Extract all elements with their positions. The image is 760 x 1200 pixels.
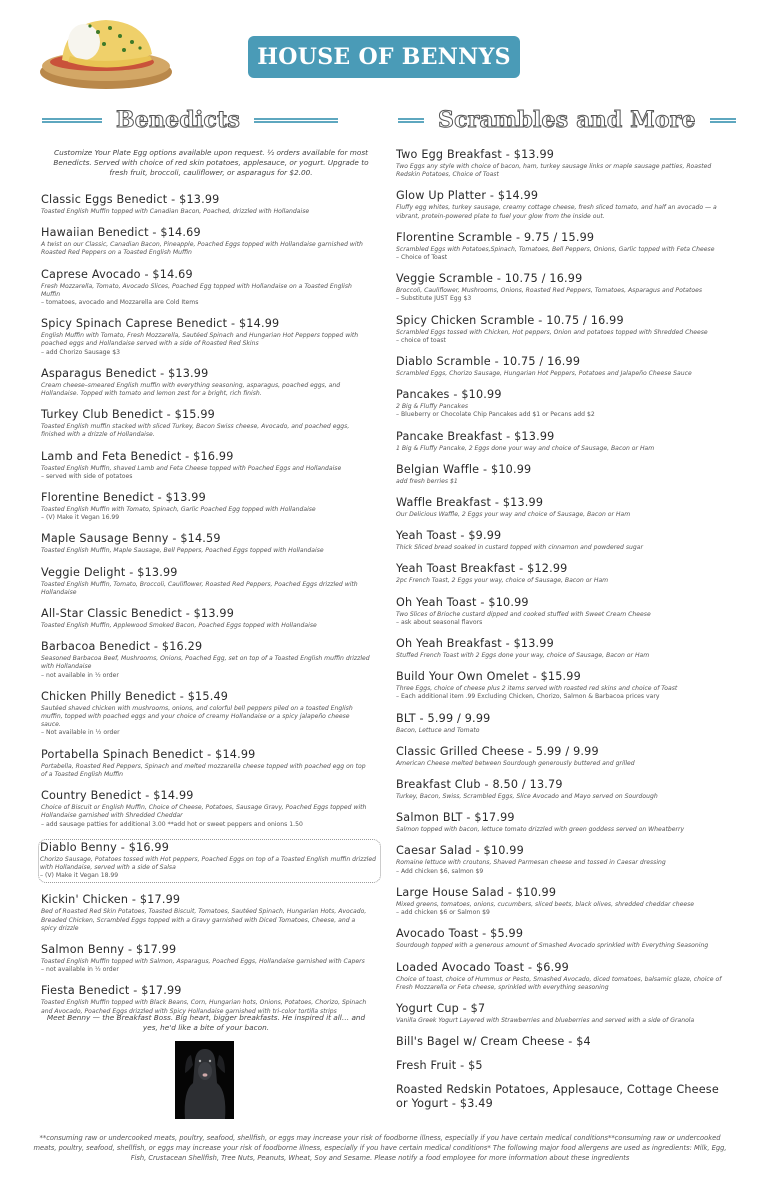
menu-item-description: Toasted English muffin stacked with sliced Turkey, Bacon Swiss cheese, Avocado, and poached eggs, finished with a drizzle of Hollandaise. <box>41 423 350 439</box>
menu-item-description: Two Slices of Brioche custard dipped and cooked stuffed with Sweet Cream Cheese <box>396 610 651 618</box>
menu-item-description: Scrambled Eggs, Chorizo Sausage, Hungarian Hot Peppers, Potatoes and Jalapeño Cheese Sauce <box>396 370 692 378</box>
decorative-divider <box>42 118 102 123</box>
menu-item <box>396 529 726 552</box>
menu-item-description: Toasted English Muffin, shaved Lamb and Feta Cheese topped with Poached Eggs and Hollandaise <box>41 464 342 472</box>
menu-item <box>396 844 726 875</box>
menu-item-name: Breakfast Club - 8.50 / 13.79 <box>396 778 563 792</box>
section-title-benedicts: Benedicts <box>116 107 241 133</box>
menu-item-description: Mixed greens, tomatoes, onions, cucumbers, sliced beets, black olives, shredded cheddar cheese <box>396 900 695 908</box>
menu-item-note: – (V) Make it Vegan 16.99 <box>41 514 120 522</box>
menu-item-description: Cream cheese–smeared English muffin with everything seasoning, asparagus, poached eggs, and Hollandaise. Topped with tomato and lemon zest for a bright, rich finish. <box>41 381 341 398</box>
menu-item-description: Romaine lettuce with croutons, Shaved Parmesan cheese and tossed in Caesar dressing <box>396 859 666 867</box>
menu-item-note: – not available in ½ order <box>41 671 119 679</box>
mascot-caption: Meet Benny — the Breakfast Boss. Big heart, bigger breakfasts. He inspired it all… and yes, he'd like a bite of your bacon. <box>46 1013 366 1032</box>
menu-item <box>396 189 726 220</box>
menu-item <box>41 226 371 257</box>
menu-item-name: Oh Yeah Breakfast - $13.99 <box>396 637 554 651</box>
menu-item-description: Toasted English Muffin with Tomato, Spinach, Garlic Poached Egg topped with Hollandaise <box>41 506 316 514</box>
menu-item-name: Pancakes - $10.99 <box>396 388 502 402</box>
menu-item-description: 1 Big & Fluffy Pancake, 2 Eggs done your way and choice of Sausage, Bacon or Ham <box>396 444 655 452</box>
menu-item-name: Veggie Scramble - 10.75 / 16.99 <box>396 272 583 286</box>
menu-item <box>41 268 371 308</box>
menu-item-name: Fiesta Benedict - $17.99 <box>41 984 182 998</box>
menu-item <box>396 355 726 378</box>
menu-item-description: Salmon topped with bacon, lettuce tomato drizzled with green goddess served on Wheatberry <box>396 826 685 834</box>
menu-item-description: Toasted English Muffin topped with Black Beans, Corn, Hungarian hots, Onions, Potatoes, Chorizo, Spinach and Avocado, Poached Eggs drizzled with Spicy Hollandaise garnished with tri-color tortilla strips <box>41 999 367 1015</box>
menu-item-description: 2pc French Toast, 2 Eggs your way, choice of Sausage, Bacon or Ham <box>396 577 609 585</box>
menu-item-description: Bacon, Lettuce and Tomato <box>396 726 480 734</box>
menu-item <box>396 927 726 950</box>
section-header-benedicts <box>42 106 338 134</box>
menu-item-note: – tomatoes, avocado and Mozzarella are Cold Items <box>41 299 199 307</box>
section-header-scrambles <box>398 106 736 134</box>
food-safety-disclaimer: **consuming raw or undercooked meats, poultry, seafood, shellfish, or eggs may increase your risk of foodborne illness, especially if you have certain medical conditions**consuming raw or undercooked meats, poultry, seafood, shellfish, or eggs may increase your risk of foodborne illness, especially if you have certain medical conditions* The following major food allergens are used as ingredients: Milk, Egg, Fish, Crustacean Shellfish, Tree Nuts, Peanuts, Wheat, Soy and Sesame. Please notify a food employee for more information about these ingredients <box>33 1134 727 1162</box>
menu-item <box>396 745 726 768</box>
menu-item <box>396 1002 726 1025</box>
menu-item-description: A twist on our Classic, Canadian Bacon, Pineapple, Poached Eggs topped with Hollandaise garnished with Roasted Red Peppers on a Toasted English Muffin <box>41 241 363 257</box>
benedicts-column <box>40 148 376 1026</box>
menu-item-description: Stuffed French Toast with 2 Eggs done your way, choice of Sausage, Bacon or Ham <box>396 652 650 660</box>
menu-item <box>41 893 371 933</box>
restaurant-title: HOUSE OF BENNYS <box>248 36 520 78</box>
menu-item-description: Bed of Roasted Red Skin Potatoes, Toasted Biscuit, Tomatoes, Sautéed Spinach, Hungarian Hots, Avocado, Breaded Chicken, Scrambled Eggs topped with a Gravy garnished with Diced Tomatoes, Cheese, and a spicy drizzle <box>41 908 367 932</box>
menu-item-name: Asparagus Benedict - $13.99 <box>41 366 209 380</box>
menu-item <box>396 596 726 627</box>
menu-item-description: add fresh berries $1 <box>396 477 458 485</box>
menu-item-name: Build Your Own Omelet - $15.99 <box>396 670 581 684</box>
menu-item-note: – Substitute JUST Egg $3 <box>396 295 472 303</box>
menu-item-note: – Not available in ½ order <box>41 729 120 737</box>
menu-item <box>41 367 371 398</box>
menu-item <box>41 690 371 738</box>
menu-item-description: Toasted English Muffin, Tomato, Broccoli, Cauliflower, Roasted Red Peppers, Poached Eggs drizzled with Hollandaise <box>41 580 358 596</box>
menu-item <box>396 637 726 660</box>
menu-item-name: Florentine Benedict - $13.99 <box>41 491 206 505</box>
menu-item-name: Maple Sausage Benny - $14.59 <box>41 532 221 546</box>
menu-item-name: Barbacoa Benedict - $16.29 <box>41 640 203 654</box>
menu-item-name: Classic Eggs Benedict - $13.99 <box>41 193 220 206</box>
menu-item <box>396 1059 726 1073</box>
menu-item-name: Yeah Toast Breakfast - $12.99 <box>396 562 568 576</box>
menu-item-name: Pancake Breakfast - $13.99 <box>396 429 555 443</box>
menu-item <box>396 496 726 519</box>
menu-item-note: – Each additional item .99 Excluding Chicken, Chorizo, Salmon & Barbacoa prices vary <box>396 693 660 701</box>
menu-item <box>41 607 371 630</box>
menu-item-note: – not available in ½ order <box>41 966 119 974</box>
menu-item-name: Loaded Avocado Toast - $6.99 <box>396 960 569 974</box>
menu-item-description: Toasted English Muffin topped with Canadian Bacon, Poached, drizzled with Hollandaise <box>41 208 310 215</box>
menu-item-description: Vanilla Greek Yogurt Layered with Strawberries and blueberries and served with a side of Granola <box>396 1016 695 1024</box>
menu-item-description: Scrambled Eggs with Potatoes,Spinach, Tomatoes, Bell Peppers, Onions, Garlic topped with Feta Cheese <box>396 245 715 253</box>
menu-item-note: – Add chicken $6, salmon $9 <box>396 867 484 875</box>
menu-item-description: Toasted English Muffin, Applewood Smoked Bacon, Poached Eggs topped with Hollandaise <box>41 622 317 630</box>
menu-item-name: Classic Grilled Cheese - 5.99 / 9.99 <box>396 744 599 758</box>
menu-item-name: Avocado Toast - $5.99 <box>396 927 524 941</box>
menu-item-name: Belgian Waffle - $10.99 <box>396 462 532 476</box>
scrambles-list <box>396 148 726 1111</box>
menu-item <box>396 430 726 453</box>
menu-item-note: – choice of toast <box>396 336 446 344</box>
menu-item-name: BLT - 5.99 / 9.99 <box>396 711 491 725</box>
menu-item <box>41 566 371 597</box>
menu-item <box>396 314 726 345</box>
menu-item-name: Yeah Toast - $9.99 <box>396 529 502 543</box>
menu-item <box>38 839 381 884</box>
menu-item-description: Seasoned Barbacoa Beef, Mushrooms, Onions, Poached Egg, set on top of a Toasted English muffin drizzled with Hollandaise <box>41 655 370 671</box>
menu-item-description: Fluffy egg whites, turkey sausage, creamy cottage cheese, fresh sliced tomato, and half an avocado — a vibrant, protein-powered plate to fuel your glow from the inside out. <box>396 204 717 220</box>
menu-item-name: Florentine Scramble - 9.75 / 15.99 <box>396 230 595 244</box>
menu-item-name: All-Star Classic Benedict - $13.99 <box>41 607 235 621</box>
menu-item-name: Yogurt Cup - $7 <box>396 1001 486 1015</box>
menu-item-name: Portabella Spinach Benedict - $14.99 <box>41 747 256 761</box>
menu-item-name: Diablo Benny - $16.99 <box>40 840 170 854</box>
menu-item <box>396 712 726 735</box>
menu-item-name: Kickin' Chicken - $17.99 <box>41 893 181 907</box>
menu-item <box>41 317 371 357</box>
benedicts-intro: Customize Your Plate Egg options available upon request. ½ orders available for most Benedicts. Served with choice of red skin potatoes, applesauce, or yogurt. Upgrade to fresh fruit, broccoli, cauliflower, or asparagus for $2.00. <box>53 148 369 177</box>
menu-item <box>396 562 726 585</box>
menu-item-note: – Choice of Toast <box>396 254 448 262</box>
menu-item-description: American Cheese melted between Sourdough generously buttered and grilled <box>396 759 635 767</box>
menu-item <box>396 1083 726 1111</box>
menu-item <box>41 789 371 829</box>
menu-item-description: Fresh Mozzarella, Tomato, Avocado Slices, Poached Egg topped with Hollandaise on a Toasted English Muffin <box>41 282 352 298</box>
menu-item-name: Glow Up Platter - $14.99 <box>396 189 539 203</box>
menu-item <box>41 748 371 779</box>
menu-item-name: Large House Salad - $10.99 <box>396 885 557 899</box>
menu-item <box>396 886 726 917</box>
scrambles-column <box>396 148 726 1121</box>
menu-item-description: Sourdough topped with a generous amount of Smashed Avocado sprinkled with Everything Seasoning <box>396 942 709 950</box>
menu-item-description: Toasted English Muffin, Maple Sausage, Bell Peppers, Poached Eggs topped with Hollandaise <box>41 547 324 555</box>
menu-item <box>41 640 371 680</box>
menu-item <box>41 491 371 522</box>
menu-item-note: – add sausage patties for additional 3.00 **add hot or sweet peppers and onions 1.50 <box>41 820 303 828</box>
menu-item <box>41 943 371 974</box>
menu-item <box>41 450 371 481</box>
menu-item <box>41 532 371 555</box>
menu-item-name: Salmon BLT - $17.99 <box>396 811 515 825</box>
menu-item-name: Turkey Club Benedict - $15.99 <box>41 408 216 422</box>
menu-item <box>396 148 726 179</box>
menu-item-name: Lamb and Feta Benedict - $16.99 <box>41 449 234 463</box>
menu-item-name: Roasted Redskin Potatoes, Applesauce, Cottage Cheese or Yogurt - $3.49 <box>396 1083 719 1111</box>
menu-item-description: 2 Big & Fluffy Pancakes <box>396 403 468 411</box>
decorative-divider <box>254 118 338 123</box>
menu-item-description: Two Eggs any style with choice of bacon, ham, turkey sausage links or maple sausage patties, Roasted Redskin Potatoes, Choice of Toast <box>396 163 712 179</box>
menu-item-description: Portabella, Roasted Red Peppers, Spinach and melted mozzarella cheese topped with poached egg on top of a Toasted English Muffin <box>41 762 366 778</box>
menu-item-description: Turkey, Bacon, Swiss, Scrambled Eggs, Slice Avocado and Mayo served on Sourdough <box>396 793 658 801</box>
menu-item-name: Salmon Benny - $17.99 <box>41 942 177 956</box>
menu-item-name: Two Egg Breakfast - $13.99 <box>396 148 555 161</box>
menu-item-name: Diablo Scramble - 10.75 / 16.99 <box>396 355 581 369</box>
menu-item-description: Toasted English Muffin topped with Salmon, Asparagus, Poached Eggs, Hollandaise garnished with Capers <box>41 957 365 965</box>
menu-item-name: Veggie Delight - $13.99 <box>41 565 178 579</box>
menu-item-description: Thick Sliced bread soaked in custard topped with cinnamon and powdered sugar <box>396 544 643 552</box>
menu-item-description: Broccoli, Cauliflower, Mushrooms, Onions, Roasted Red Peppers, Tomatoes, Asparagus and Potatoes <box>396 287 702 295</box>
menu-item-name: Spicy Spinach Caprese Benedict - $14.99 <box>41 317 280 331</box>
menu-item-note: – add Chorizo Sausage $3 <box>41 348 120 356</box>
menu-item-name: Fresh Fruit - $5 <box>396 1059 483 1073</box>
menu-item-name: Country Benedict - $14.99 <box>41 789 194 803</box>
eggs-benedict-photo <box>40 14 176 90</box>
menu-item <box>396 1035 726 1049</box>
menu-item <box>396 811 726 834</box>
menu-item <box>41 408 371 439</box>
menu-item-note: – (V) Make it Vegan 18.99 <box>40 872 119 880</box>
menu-item-description: Choice of Biscuit or English Muffin, Choice of Cheese, Potatoes, Sausage Gravy, Poached Eggs topped with Hollandaise garnished with Shredded Cheddar <box>41 804 367 820</box>
menu-item-description: Scrambled Eggs tossed with Chicken, Hot peppers, Onion and potatoes topped with Shredded Cheese <box>396 328 708 336</box>
menu-item-note: – served with side of potatoes <box>41 472 133 480</box>
menu-item <box>396 961 726 992</box>
menu-item <box>396 272 726 303</box>
menu-item <box>396 463 726 486</box>
menu-item <box>396 231 726 262</box>
menu-item-name: Spicy Chicken Scramble - 10.75 / 16.99 <box>396 313 624 327</box>
menu-item-description: Our Delicious Waffle, 2 Eggs your way and choice of Sausage, Bacon or Ham <box>396 511 631 519</box>
dog-photo <box>175 1041 234 1119</box>
section-title-scrambles: Scrambles and More <box>438 107 696 133</box>
decorative-divider <box>398 118 424 123</box>
menu-item <box>396 778 726 801</box>
menu-item-name: Waffle Breakfast - $13.99 <box>396 496 544 510</box>
menu-item <box>41 193 371 216</box>
menu-item-name: Caprese Avocado - $14.69 <box>41 267 193 281</box>
menu-item-name: Hawaiian Benedict - $14.69 <box>41 226 201 240</box>
menu-item-name: Oh Yeah Toast - $10.99 <box>396 595 529 609</box>
menu-item-description: Three Eggs, choice of cheese plus 2 items served with roasted red skins and choice of Toast <box>396 685 678 693</box>
menu-item-name: Caesar Salad - $10.99 <box>396 844 524 858</box>
menu-item-note: – ask about seasonal flavors <box>396 618 483 626</box>
menu-item-description: Choice of toast, choice of Hummus or Pesto, Smashed Avocado, diced tomatoes, balsamic glaze, choice of Fresh Mozzarella or Feta cheese, sprinkled with everything seasoning <box>396 975 722 991</box>
menu-item <box>41 984 371 1015</box>
menu-item-description: Chorizo Sausage, Potatoes tossed with Hot peppers, Poached Eggs on top of a Toasted English muffin drizzled with Hollandaise, served with a side of Salsa <box>40 855 376 871</box>
menu-item-name: Bill's Bagel w/ Cream Cheese - $4 <box>396 1035 591 1049</box>
menu-item-description: English Muffin with Tomato, Fresh Mozzarella, Sautéed Spinach and Hungarian Hot Peppers topped with poached eggs and Hollandaise served with a side of Roasted Red Skins <box>41 332 359 348</box>
menu-item-description: Sautéed shaved chicken with mushrooms, onions, and colorful bell peppers piled on a toasted English muffin, topped with poached eggs and your choice of creamy Hollandaise or a spicy jalapeño cheese sauce. <box>41 704 353 729</box>
benedicts-list <box>40 193 376 1016</box>
menu-item-name: Chicken Philly Benedict - $15.49 <box>41 689 229 703</box>
menu-item-note: – Blueberry or Chocolate Chip Pancakes add $1 or Pecans add $2 <box>396 411 595 419</box>
menu-item-note: – add chicken $6 or Salmon $9 <box>396 909 490 917</box>
menu-item <box>396 388 726 419</box>
menu-item <box>396 670 726 701</box>
decorative-divider <box>710 118 736 123</box>
